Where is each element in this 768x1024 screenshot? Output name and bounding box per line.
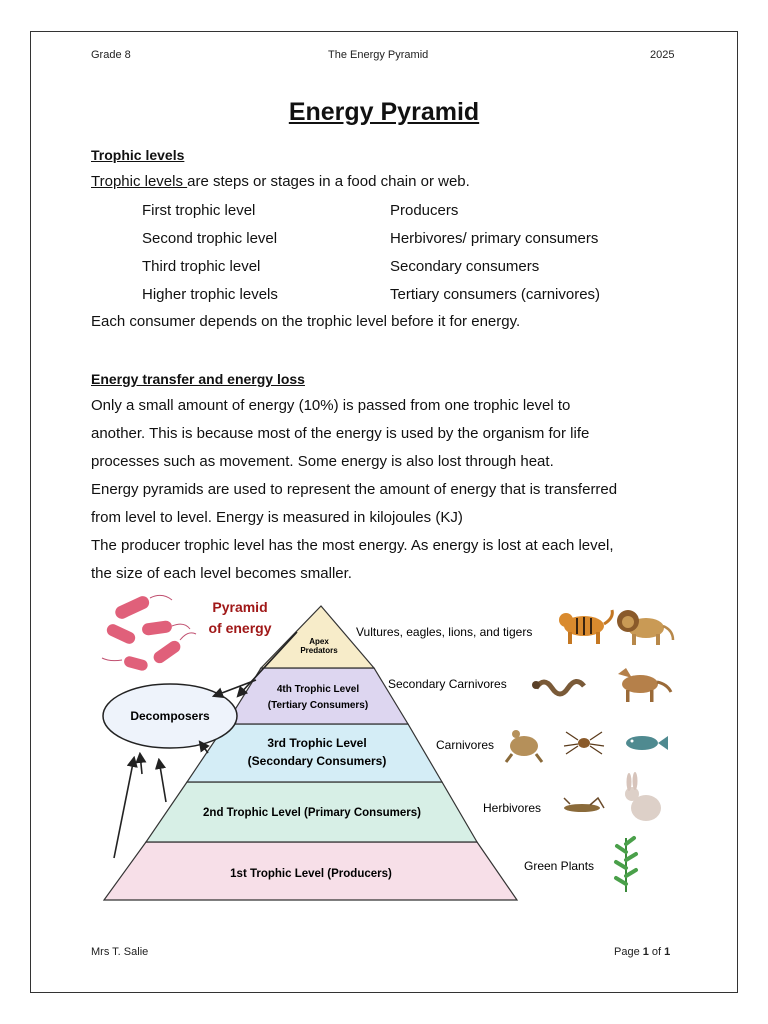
- side-label-level1: Green Plants: [524, 859, 595, 873]
- row-role-1: Producers: [390, 202, 459, 219]
- footer-page-total: 1: [664, 946, 671, 958]
- row-level-2: Second trophic level: [142, 230, 278, 247]
- footer-page-of: of: [648, 946, 665, 958]
- bacteria-icon: [102, 594, 196, 672]
- frog-icon: [506, 730, 542, 762]
- level4-label-line1: 4th Trophic Level: [276, 684, 360, 695]
- side-label-level4: Secondary Carnivores: [388, 677, 507, 691]
- wolf-icon: [618, 668, 671, 702]
- tier-4-tertiary-consumers: [226, 668, 408, 724]
- energy-line-3: processes such as movement. Some energy is also lost through heat.: [91, 453, 554, 470]
- tiger-icon: [559, 610, 612, 644]
- diagram-title-line2: of energy: [208, 620, 272, 636]
- side-label-level3: Carnivores: [436, 738, 495, 752]
- side-label-apex: Vultures, eagles, lions, and tigers: [356, 625, 533, 639]
- trophic-intro: [91, 168, 470, 196]
- section-heading-trophic-levels: Trophic levels: [91, 147, 185, 163]
- plant-icon: [616, 838, 636, 892]
- side-label-level2: Herbivores: [483, 801, 542, 815]
- energy-line-1: Only a small amount of energy (10%) is passed from one trophic level to: [91, 397, 571, 414]
- level4-label-line2: (Tertiary Consumers): [267, 700, 369, 711]
- row-role-3: Secondary consumers: [390, 258, 540, 275]
- energy-pyramid-diagram: [92, 588, 680, 908]
- footer-author: Mrs T. Salie: [91, 946, 149, 958]
- level1-label: 1st Trophic Level (Producers): [230, 868, 392, 880]
- footer-page-prefix: Page: [614, 946, 643, 958]
- trophic-definition: are steps or stages in a food chain or web.: [187, 173, 470, 190]
- page-title: Energy Pyramid: [288, 98, 480, 126]
- energy-line-7: the size of each level becomes smaller.: [91, 565, 352, 582]
- footer-page-number: [614, 946, 670, 958]
- energy-line-2: another. This is because most of the energy is used by the organism for life: [91, 425, 590, 442]
- apex-label-line2: Predators: [300, 646, 338, 655]
- spider-icon: [564, 732, 604, 754]
- header-title: The Energy Pyramid: [328, 49, 429, 61]
- level3-label-line2: (Secondary Consumers): [247, 754, 387, 768]
- diagram-title-line1: Pyramid: [212, 599, 268, 615]
- energy-line-5: from level to level. Energy is measured in kilojoules (KJ): [91, 509, 463, 526]
- header-grade: Grade 8: [91, 49, 131, 61]
- energy-line-4: Energy pyramids are used to represent the amount of energy that is transferred: [91, 481, 618, 498]
- apex-label-line1: Apex: [309, 637, 329, 646]
- rabbit-icon: [625, 772, 661, 821]
- footer-page-current: 1: [642, 946, 649, 958]
- row-role-4: Tertiary consumers (carnivores): [390, 286, 601, 303]
- row-level-4: Higher trophic levels: [142, 286, 278, 303]
- lion-icon: [617, 610, 673, 645]
- section-heading-energy-transfer: Energy transfer and energy loss: [91, 371, 305, 387]
- row-level-1: First trophic level: [142, 202, 256, 219]
- row-role-2: Herbivores/ primary consumers: [390, 230, 599, 247]
- decomposers-label: Decomposers: [130, 709, 210, 723]
- row-level-3: Third trophic level: [142, 258, 261, 275]
- level3-label-line1: 3rd Trophic Level: [267, 736, 367, 750]
- snake-icon: [532, 681, 584, 694]
- grasshopper-icon: [564, 798, 604, 812]
- fish-icon: [626, 736, 668, 750]
- energy-line-6: The producer trophic level has the most energy. As energy is lost at each level,: [91, 537, 614, 554]
- level2-label: 2nd Trophic Level (Primary Consumers): [203, 807, 421, 819]
- trophic-term: Trophic levels: [91, 173, 188, 190]
- trophic-closing: Each consumer depends on the trophic level before it for energy.: [91, 313, 521, 330]
- header-year: 2025: [650, 49, 675, 61]
